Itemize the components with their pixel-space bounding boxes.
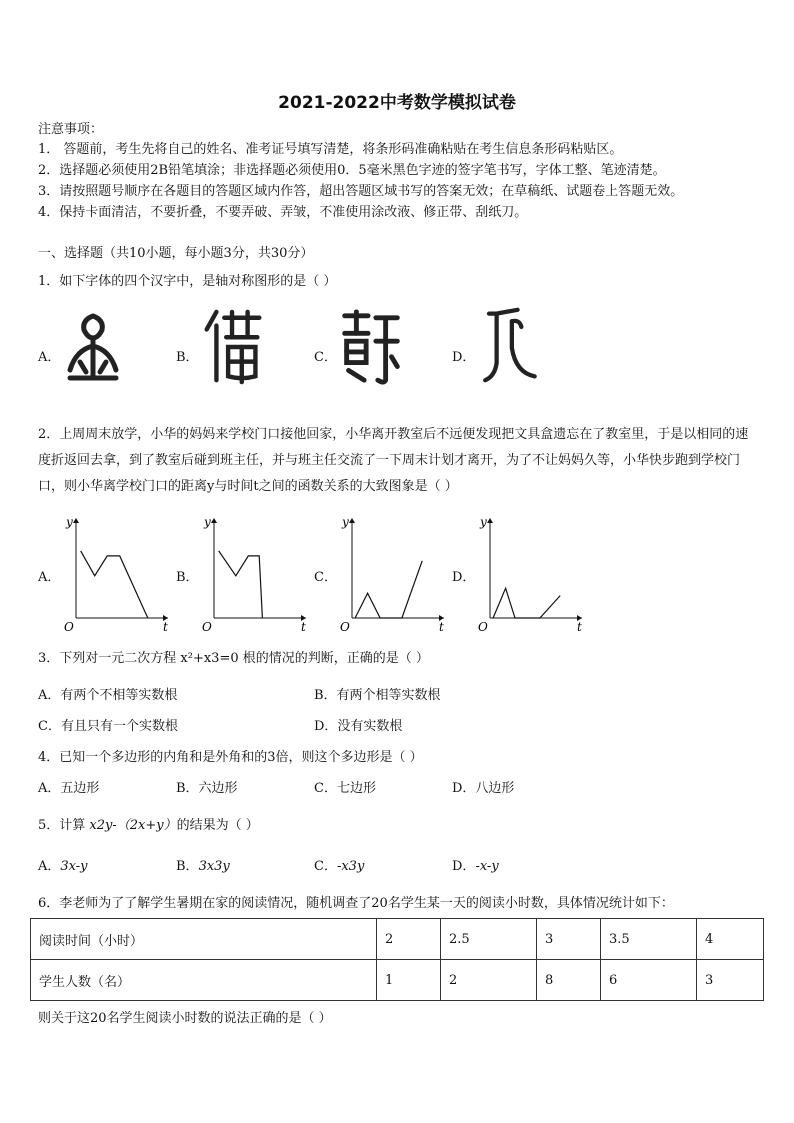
origin-label: O xyxy=(202,620,212,632)
table-row xyxy=(31,919,764,960)
x-axis-label: t xyxy=(163,620,168,632)
table-cell: 6 xyxy=(601,960,697,1001)
section-heading: 一、选择题（共10小题，每小题3分，共30分） xyxy=(38,246,314,261)
q6-after: 则关于这20名学生阅读小时数的说法正确的是（ ） xyxy=(38,1011,332,1026)
q2-graph-a xyxy=(60,514,172,632)
q2-label-b: B． xyxy=(176,570,199,585)
notes-heading: 注意事项： xyxy=(38,122,104,137)
y-axis-label: y xyxy=(204,515,211,529)
q3-option-a: A．有两个不相等实数根 xyxy=(38,688,178,703)
glyph-c-image xyxy=(340,308,402,386)
glyph-b-image xyxy=(202,308,264,386)
table-cell: 3 xyxy=(697,960,764,1001)
note-item-4: 4．保持卡面清洁，不要折叠，不要弄破、弄皱，不准使用涂改液、修正带、刮纸刀。 xyxy=(38,205,528,220)
table-cell: 3.5 xyxy=(601,919,697,960)
glyph-a-image xyxy=(62,310,124,388)
table-cell: 2 xyxy=(441,960,537,1001)
note-item-1: 1． 答题前，考生先将自己的姓名、准考证号填写清楚，将条形码准确粘贴在考生信息条形码粘贴区。 xyxy=(38,142,623,157)
graph-series-line xyxy=(219,551,263,618)
y-axis-label: y xyxy=(480,515,487,529)
x-axis-label: t xyxy=(577,620,582,632)
q1-stem: 1．如下字体的四个汉字中，是轴对称图形的是（ ） xyxy=(38,274,337,289)
q1-label-d: D． xyxy=(452,350,476,365)
q3-option-c: C．有且只有一个实数根 xyxy=(38,719,178,734)
q3-stem: 3．下列对一元二次方程 x²+x3=0 根的情况的判断，正确的是（ ） xyxy=(38,651,429,666)
q5-option-b: B．3x3y xyxy=(176,859,230,874)
q5-option-d: D．-x-y xyxy=(452,859,499,874)
q5-stem xyxy=(38,816,259,836)
origin-label: O xyxy=(478,620,488,632)
q4-option-b: B．六边形 xyxy=(176,781,238,796)
x-axis-label: t xyxy=(301,620,306,632)
q4-option-a: A．五边形 xyxy=(38,781,100,796)
origin-label: O xyxy=(340,620,350,632)
note-item-3: 3．请按照题号顺序在各题目的答题区域内作答，超出答题区域书写的答案无效；在草稿纸、试题卷上答题无效。 xyxy=(38,184,684,199)
graph-series-line xyxy=(355,561,422,618)
y-arrow xyxy=(211,518,217,523)
table-cell: 2 xyxy=(377,919,441,960)
table-cell: 1 xyxy=(377,960,441,1001)
q5-option-c: C．-x3y xyxy=(314,859,365,874)
page-title: 2021-2022中考数学模拟试卷 xyxy=(278,93,516,113)
table-row xyxy=(31,960,764,1001)
graph-series-line xyxy=(81,551,148,618)
y-arrow xyxy=(487,518,493,523)
y-axis-label: y xyxy=(66,515,73,529)
q5-stem-pre: 5．计算 xyxy=(38,818,90,833)
origin-label: O xyxy=(64,620,74,632)
x-axis-label: t xyxy=(439,620,444,632)
table-cell: 4 xyxy=(697,919,764,960)
graph-series-line xyxy=(493,588,560,618)
q1-label-c: C． xyxy=(314,350,337,365)
q1-label-a: A． xyxy=(38,350,61,365)
q2-graph-d xyxy=(474,514,586,632)
q2-label-a: A． xyxy=(38,570,61,585)
q4-option-d: D．八边形 xyxy=(452,781,515,796)
reading-table xyxy=(30,918,764,1001)
table-cell: 2.5 xyxy=(441,919,537,960)
q4-option-c: C．七边形 xyxy=(314,781,376,796)
table-cell: 学生人数（名） xyxy=(31,960,377,1001)
table-cell: 3 xyxy=(537,919,601,960)
q2-graph-c xyxy=(336,514,448,632)
q5-stem-post: 的结果为（ ） xyxy=(176,818,259,833)
q1-label-b: B． xyxy=(176,350,199,365)
note-item-2: 2．选择题必须使用2B铅笔填涂；非选择题必须使用0．5毫米黑色字迹的签字笔书写，字体工整、笔迹清楚。 xyxy=(38,163,666,178)
q2-graph-b xyxy=(198,514,310,632)
table-cell: 8 xyxy=(537,960,601,1001)
y-axis-label: y xyxy=(342,515,349,529)
q5-stem-expr: x2y-（2x+y） xyxy=(89,818,177,833)
glyph-d-image xyxy=(478,306,540,384)
q3-option-d: D．没有实数根 xyxy=(314,719,403,734)
y-arrow xyxy=(73,518,79,523)
q4-stem: 4．已知一个多边形的内角和是外角和的3倍，则这个多边形是（ ） xyxy=(38,750,423,765)
q5-option-a: A．3x-y xyxy=(38,859,88,874)
y-arrow xyxy=(349,518,355,523)
q3-option-b: B．有两个相等实数根 xyxy=(314,688,441,703)
q2-label-d: D． xyxy=(452,570,476,585)
q6-stem: 6．李老师为了了解学生暑期在家的阅读情况，随机调查了20名学生某一天的阅读小时数，具体情况统计如下： xyxy=(38,896,674,911)
q2-label-c: C． xyxy=(314,570,337,585)
table-cell: 阅读时间（小时） xyxy=(31,919,377,960)
q2-stem: 2．上周周末放学，小华的妈妈来学校门口接他回家，小华离开教室后不远便发现把文具盒遗忘在了教室里，于是以相同的速度折返回去拿，到了教室后碰到班主任，并与班主任交流了一下周末计划才离开，为了不让妈妈久等，小华快步跑到学校门口，则小华离学校门口的距离y与时间t之间的函数关系的大致图象是（ ） xyxy=(38,427,749,494)
